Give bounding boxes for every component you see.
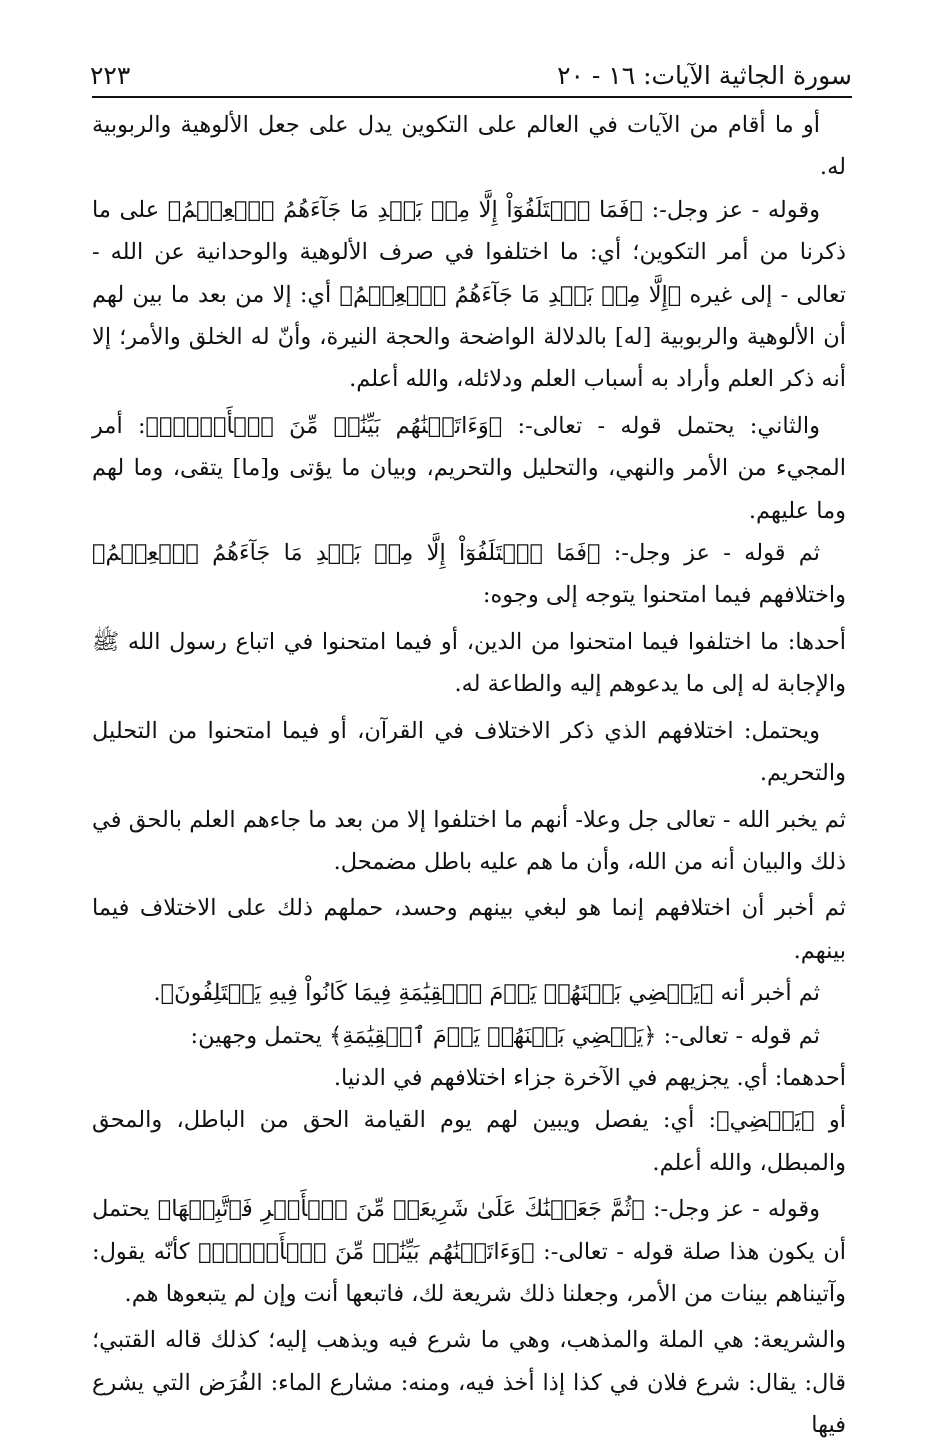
paragraph: أو ما أقام من الآيات في العالم على التكوين يدل على جعل الألوهية والربوبية له.	[92, 112, 846, 181]
paragraph: ثم أخبر أن اختلافهم إنما هو لبغي بينهم وحسد، حملهم ذلك على الاختلاف فيما بينهم.	[92, 895, 846, 964]
surah-title: سورة الجاثية الآيات: ١٦ - ٢٠	[557, 61, 852, 90]
page-number: ٢٢٣	[90, 61, 131, 90]
paragraph: ثم قوله - عز وجل-: ﴿فَمَا ٱخۡتَلَفُوٓاْ إِلَّا مِنۢ بَعۡدِ مَا جَآءَهُمُ ٱلۡعِلۡمُ﴾ واختلافهم فيما امتحنوا يتوجه إلى وجوه:	[92, 540, 846, 609]
paragraph: ثم قوله - تعالى-: ﴿يَقۡضِي بَيۡنَهُمۡ يَوۡمَ ٱلۡقِيَٰمَةِ﴾ يحتمل وجهين:	[190, 1022, 820, 1049]
paragraph: وقوله - عز وجل-: ﴿ثُمَّ جَعَلۡنَٰكَ عَلَىٰ شَرِيعَةٖ مِّنَ ٱلۡأَمۡرِ فَٱتَّبِعۡهَا﴾ يحتمل أن يكون هذا صلة قوله - تعالى-: ﴿وَءَاتَيۡنَٰهُم بَيِّنَٰتٖ مِّنَ ٱلۡأَمۡرِۖ﴾ كأنّه يقول: وآتيناهم بينات من الأمر، وجعلنا ذلك شريعة لك، فاتبعها أنت وإن لم يتبعوها هم.	[92, 1196, 846, 1307]
paragraph: أحدهما: أي. يجزيهم في الآخرة جزاء اختلافهم في الدنيا.	[333, 1064, 846, 1091]
paragraph: والثاني: يحتمل قوله - تعالى-: ﴿وَءَاتَيۡنَٰهُم بَيِّنَٰتٖ مِّنَ ٱلۡأَمۡرِۖ﴾: أمر المجيء من الأمر والنهي، والتحليل والتحريم، وبيان ما يؤتى و[ما] يتقى، وما لهم وما عليهم.	[92, 412, 846, 524]
paragraph: ثم يخبر الله - تعالى جل وعلا- أنهم ما اختلفوا إلا من بعد ما جاءهم العلم بالحق في ذلك والبيان أنه من الله، وأن ما هم عليه باطل مضمحل.	[92, 806, 846, 875]
paragraph: وقوله - عز وجل-: ﴿فَمَا ٱخۡتَلَفُوٓاْ إِلَّا مِنۢ بَعۡدِ مَا جَآءَهُمُ ٱلۡعِلۡمُ﴾ على ما ذكرنا من أمر التكوين؛ أي: ما اختلفوا في صرف الألوهية والوحدانية عن الله - تعالى - إلى غيره ﴿إِلَّا مِنۢ بَعۡدِ مَا جَآءَهُمُ ٱلۡعِلۡمُ﴾ أي: إلا من بعد ما بين لهم أن الألوهية والربوبية [له] بالدلالة الواضحة والحجة النيرة، وأنّ له الخلق والأمر؛ إلا أنه ذكر العلم وأراد به أسباب العلم ودلائله، والله أعلم.	[92, 196, 846, 393]
page-body	[92, 104, 846, 1447]
paragraph: والشريعة: هي الملة والمذهب، وهي ما شرع فيه ويذهب إليه؛ كذلك قاله القتبي؛ قال: يقال: شرع فلان في كذا إذا أخذ فيه، ومنه: مشارع الماء: الفُرَض التي يشرع فيها	[92, 1327, 846, 1439]
header-divider	[92, 96, 852, 98]
paragraph: ويحتمل: اختلافهم الذي ذكر الاختلاف في القرآن، أو فيما امتحنوا من التحليل والتحريم.	[92, 717, 846, 787]
paragraph: أو ﴿يَقۡضِي﴾: أي: يفصل ويبين لهم يوم القيامة الحق من الباطل، والمحق والمبطل، والله أعلم.	[92, 1107, 846, 1176]
paragraph: أحدها: ما اختلفوا فيما امتحنوا من الدين، أو فيما امتحنوا في اتباع رسول الله ﷺ والإجابة له إلى ما يدعوهم إليه والطاعة له.	[92, 628, 846, 698]
paragraph: ثم أخبر أنه ﴿يَقۡضِي بَيۡنَهُمۡ يَوۡمَ ٱلۡقِيَٰمَةِ فِيمَا كَانُواْ فِيهِ يَخۡتَلِفُونَ﴾.	[153, 980, 820, 1007]
page-header	[90, 50, 852, 90]
